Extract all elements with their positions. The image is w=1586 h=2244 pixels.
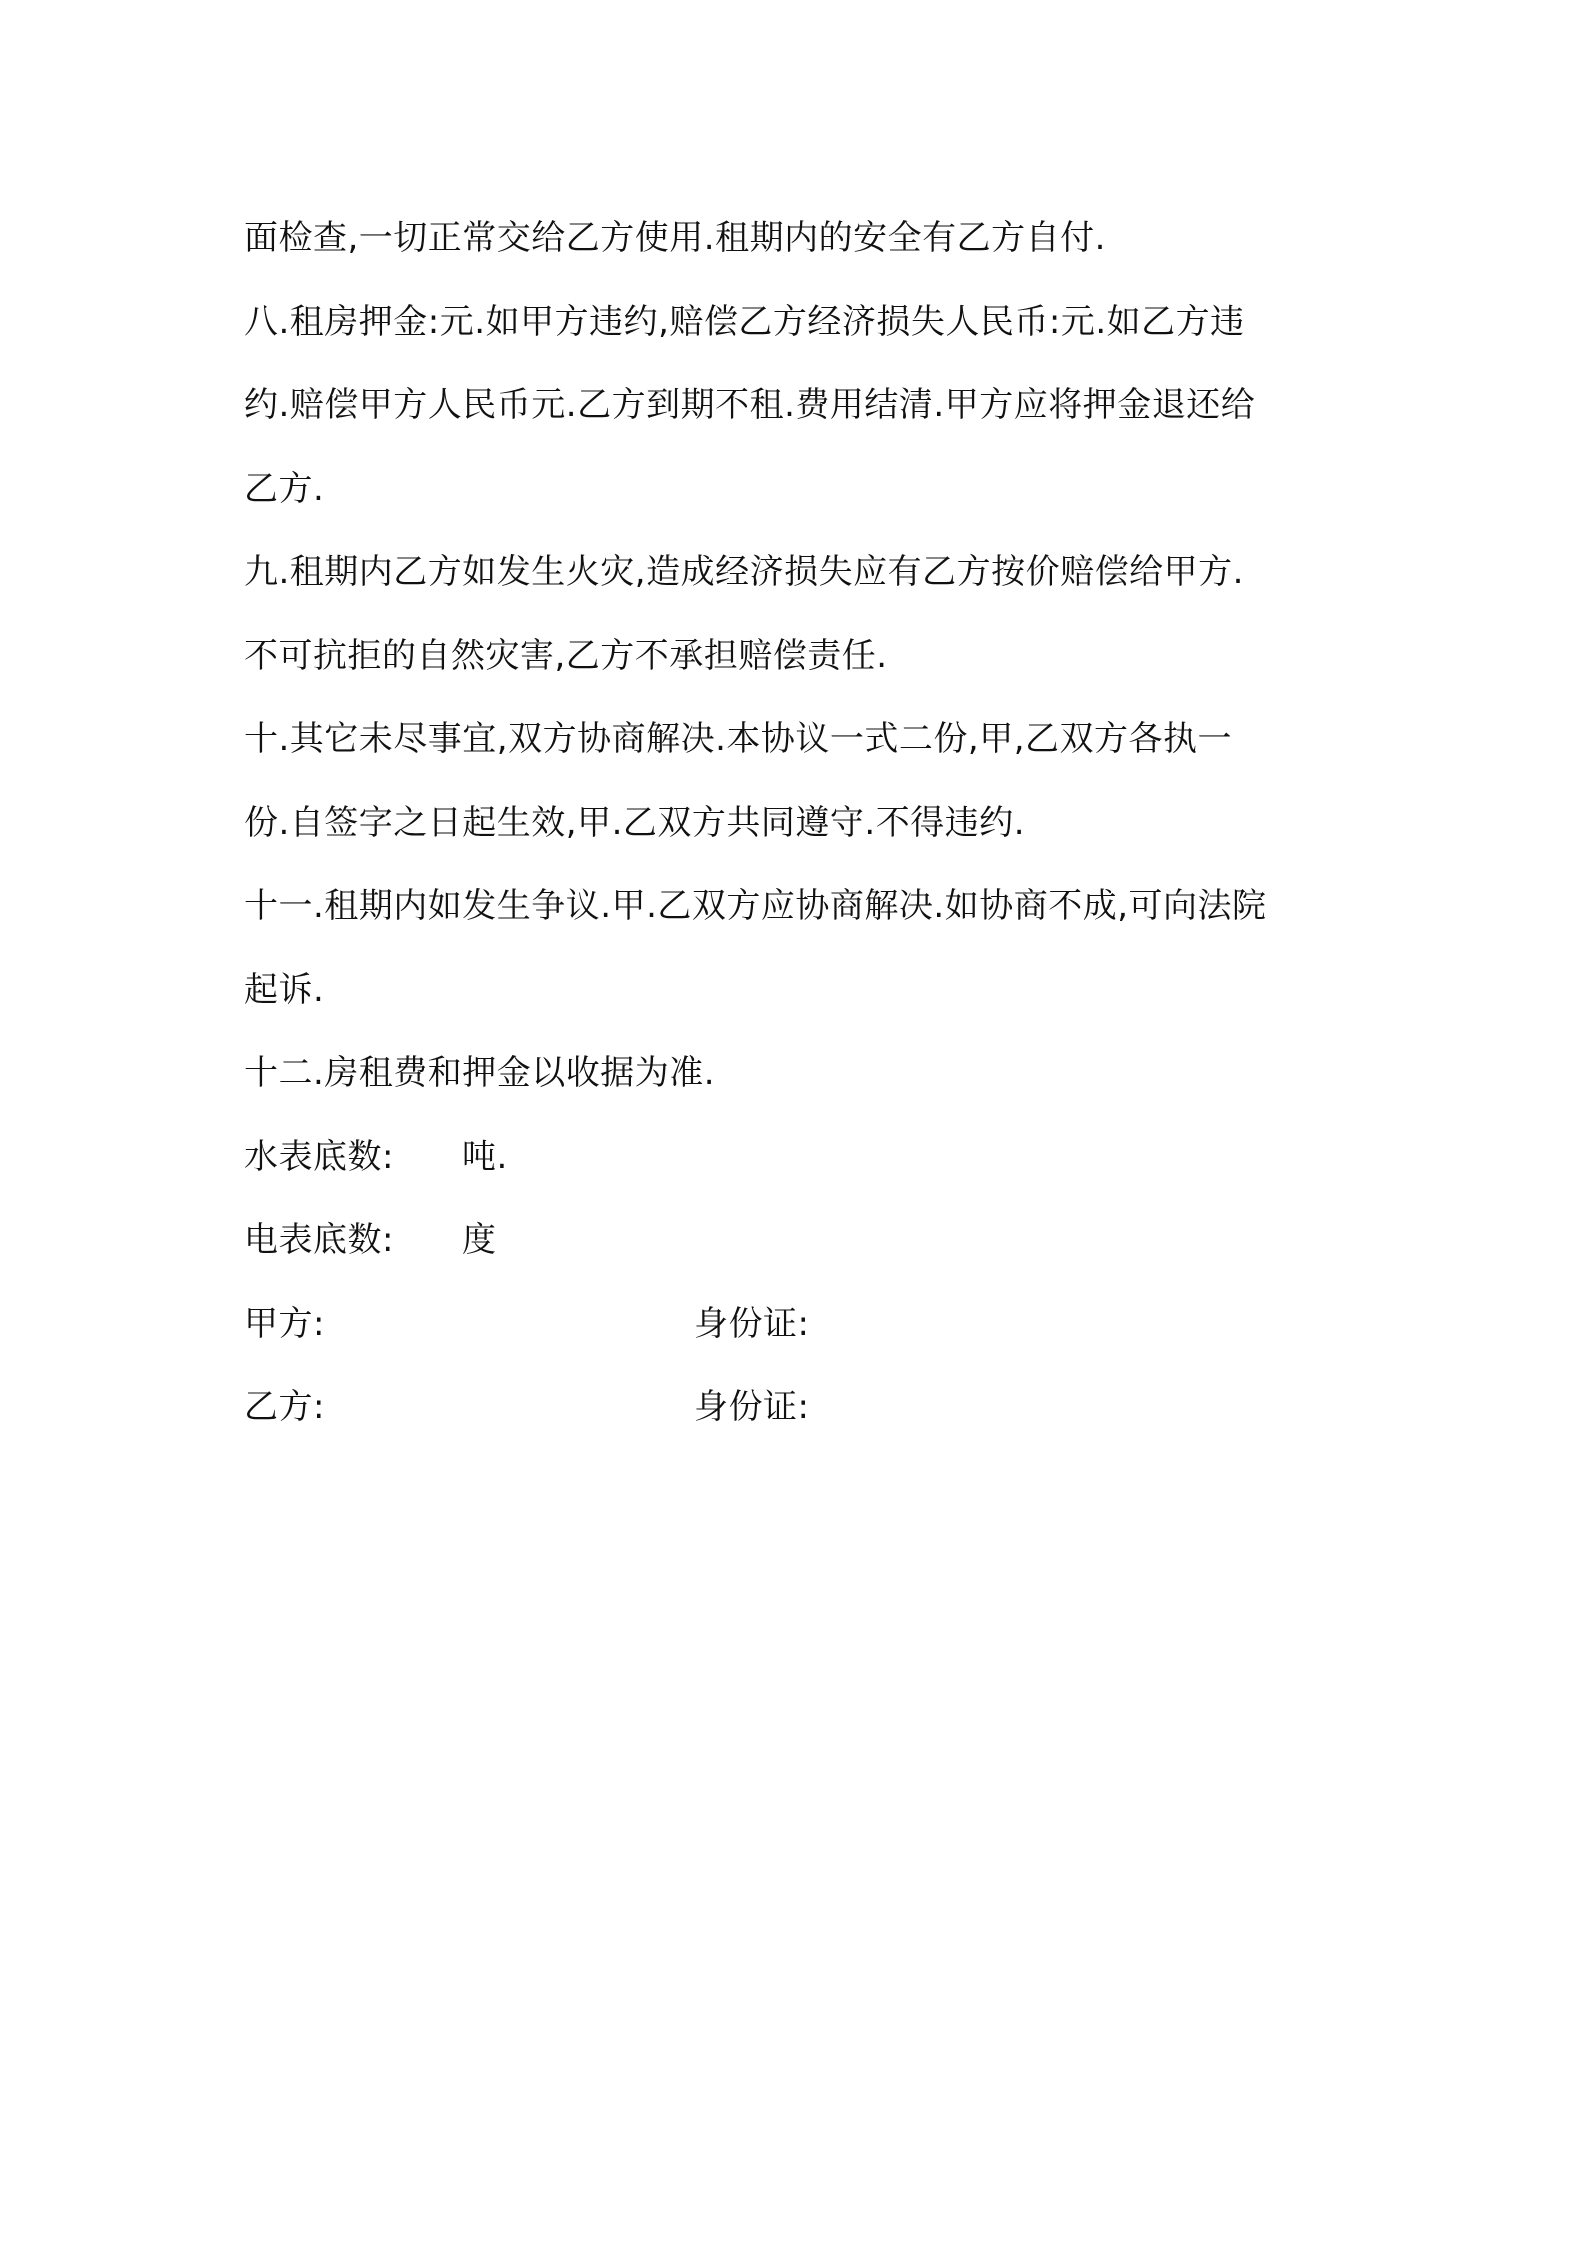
electric-meter-row — [244, 1199, 1364, 1283]
water-meter-row — [244, 1116, 1364, 1200]
clause-10-line-2: 份.自签字之日起生效,甲.乙双方共同遵守.不得违约. — [244, 802, 1026, 843]
party-b-row — [244, 1366, 1364, 1450]
party-a-id-label: 身份证: — [694, 1303, 810, 1344]
party-a-row — [244, 1283, 1364, 1367]
clause-9-line-1: 九.租期内乙方如发生火灾,造成经济损失应有乙方按价赔偿给甲方. — [244, 552, 1244, 592]
electric-meter-unit: 度 — [462, 1220, 497, 1260]
clause-11-line-2: 起诉. — [244, 969, 325, 1010]
document-body — [244, 197, 1364, 1450]
water-meter-label: 水表底数: — [244, 1136, 394, 1177]
electric-meter-label: 电表底数: — [244, 1220, 394, 1260]
clause-8-line-2: 约.赔偿甲方人民币元.乙方到期不租.费用结清.甲方应将押金退还给 — [244, 385, 1256, 425]
clause-12-line-1: 十二.房租费和押金以收据为准. — [244, 1053, 716, 1093]
water-meter-unit: 吨. — [462, 1136, 508, 1177]
clause-line-1: 面检查,一切正常交给乙方使用.租期内的安全有乙方自付. — [244, 218, 1106, 258]
party-b-label: 乙方: — [244, 1387, 325, 1427]
clause-8-line-1: 八.租房押金:元.如甲方违约,赔偿乙方经济损失人民币:元.如乙方违 — [244, 301, 1245, 342]
clause-10-line-1: 十.其它未尽事宜,双方协商解决.本协议一式二份,甲,乙双方各执一 — [244, 719, 1233, 759]
party-b-id-label: 身份证: — [694, 1387, 810, 1427]
party-a-label: 甲方: — [244, 1303, 325, 1344]
clause-11-line-1: 十一.租期内如发生争议.甲.乙双方应协商解决.如协商不成,可向法院 — [244, 886, 1267, 926]
clause-9-line-2: 不可抗拒的自然灾害,乙方不承担赔偿责任. — [244, 635, 888, 676]
clause-8-line-3: 乙方. — [244, 468, 325, 509]
